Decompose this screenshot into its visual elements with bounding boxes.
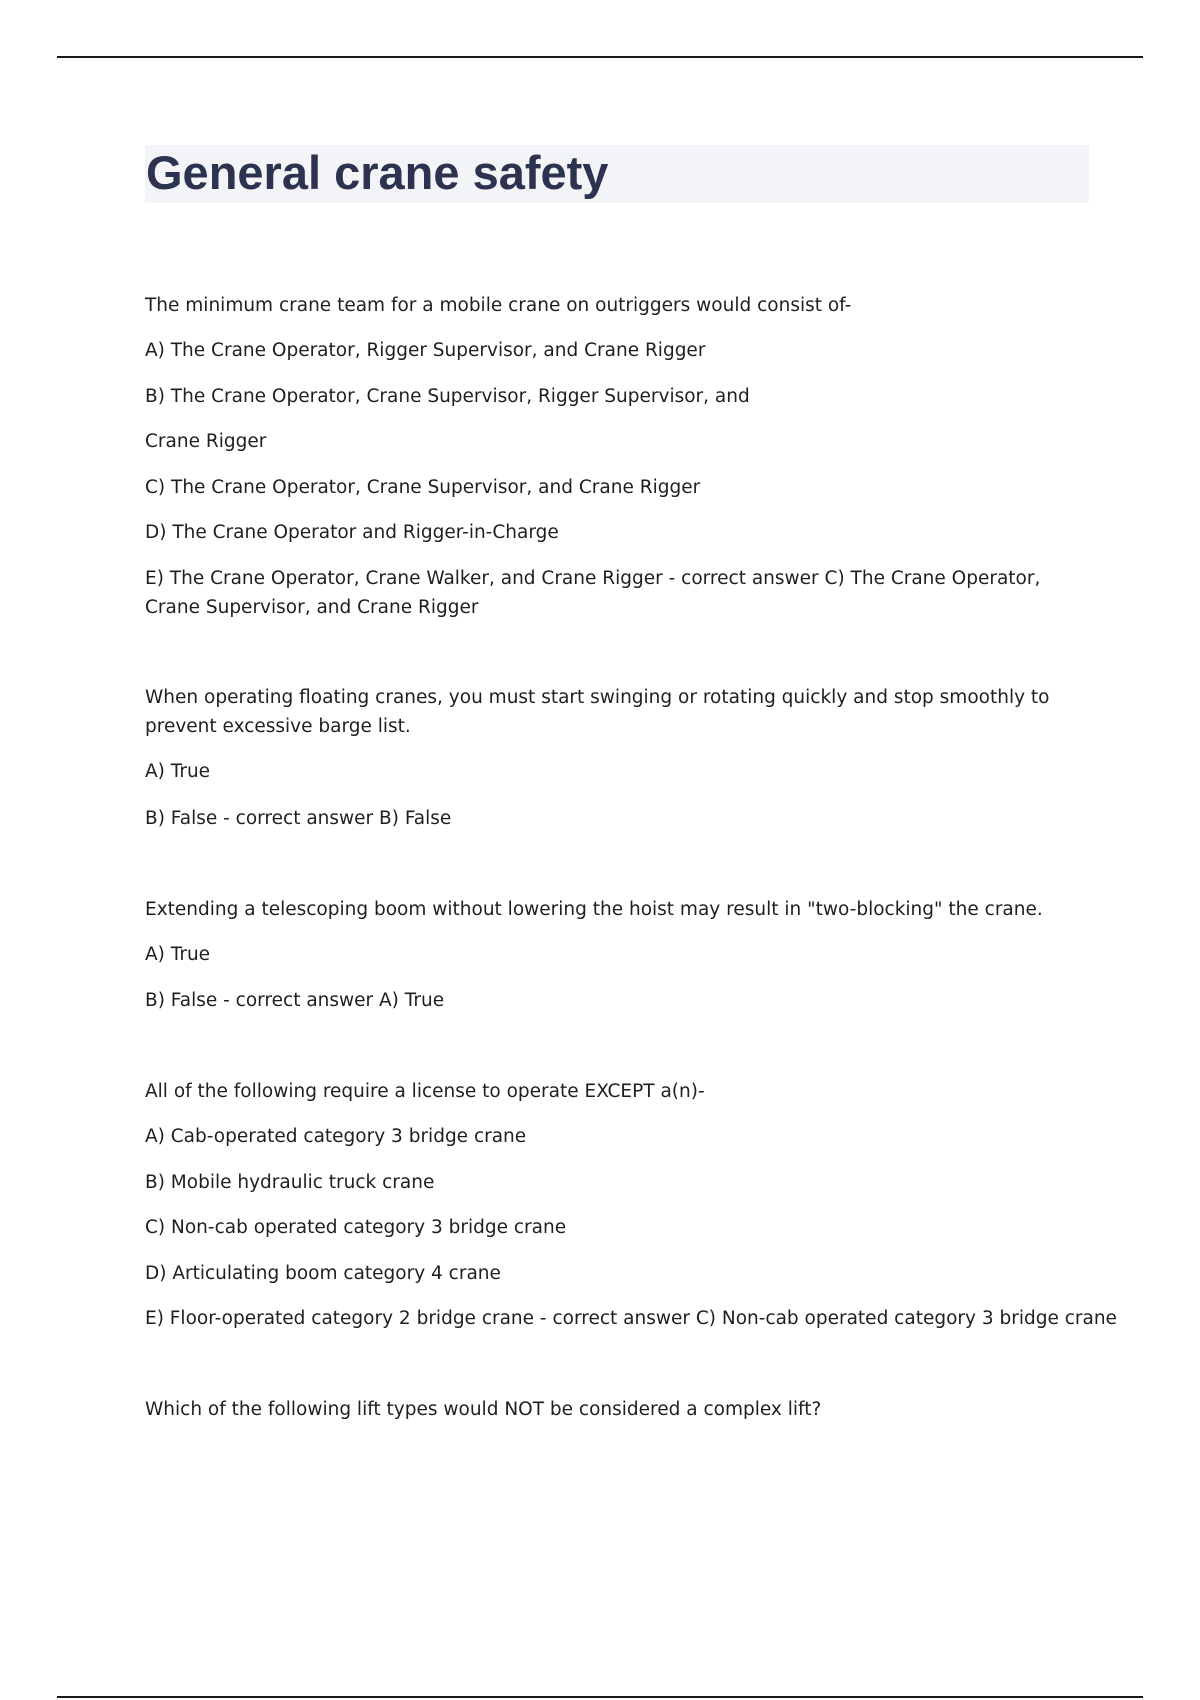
question-1-option-c: C) The Crane Operator, Crane Supervisor, and Crane Rigger bbox=[145, 477, 701, 498]
question-1-prompt: The minimum crane team for a mobile crane on outriggers would consist of- bbox=[145, 295, 852, 316]
question-1-option-a: A) The Crane Operator, Rigger Supervisor, and Crane Rigger bbox=[145, 340, 706, 361]
question-4-option-a: A) Cab-operated category 3 bridge crane bbox=[145, 1126, 527, 1147]
question-2-prompt: When operating floating cranes, you must start swinging or rotating quickly and stop smoothly to prevent excessive barge list. bbox=[145, 687, 1050, 737]
question-2-option-a: A) True bbox=[145, 761, 211, 782]
top-rule bbox=[57, 56, 1143, 58]
question-2-option-b-answer: B) False - correct answer B) False bbox=[145, 808, 452, 829]
question-3-option-a: A) True bbox=[145, 944, 211, 965]
question-1-option-e-answer: E) The Crane Operator, Crane Walker, and Crane Rigger - correct answer C) The Crane Operator, Crane Supervisor, and Crane Rigger bbox=[145, 568, 1041, 618]
document-title: General crane safety bbox=[146, 146, 609, 199]
question-4-option-e-answer: E) Floor-operated category 2 bridge crane - correct answer C) Non-cab operated category 3 bridge crane bbox=[145, 1308, 1117, 1329]
question-1-option-b-cont: Crane Rigger bbox=[145, 431, 267, 452]
question-3-option-b-answer: B) False - correct answer A) True bbox=[145, 990, 445, 1011]
question-1-option-d: D) The Crane Operator and Rigger-in-Charge bbox=[145, 522, 559, 543]
question-3-prompt: Extending a telescoping boom without lowering the hoist may result in "two-blocking" the crane. bbox=[145, 899, 1043, 920]
question-1-option-b: B) The Crane Operator, Crane Supervisor, Rigger Supervisor, and bbox=[145, 386, 750, 407]
question-4-option-d: D) Articulating boom category 4 crane bbox=[145, 1263, 501, 1284]
question-4-option-c: C) Non-cab operated category 3 bridge crane bbox=[145, 1217, 567, 1238]
question-4-option-b: B) Mobile hydraulic truck crane bbox=[145, 1172, 435, 1193]
bottom-rule bbox=[57, 1696, 1143, 1698]
question-4-prompt: All of the following require a license to operate EXCEPT a(n)- bbox=[145, 1081, 705, 1102]
question-5-prompt: Which of the following lift types would NOT be considered a complex lift? bbox=[145, 1399, 822, 1420]
